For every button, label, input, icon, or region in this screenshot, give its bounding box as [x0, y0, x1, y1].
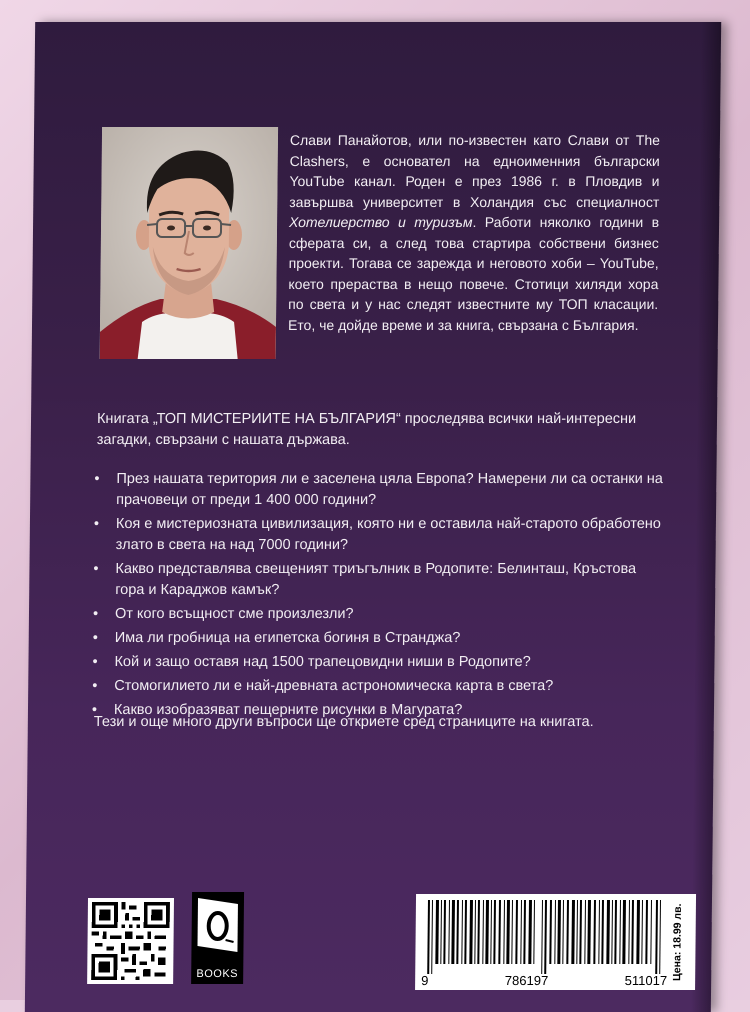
list-item: [87, 559, 667, 601]
bullet-icon: •: [93, 516, 100, 532]
bullet-icon: •: [92, 678, 98, 694]
barcode-digit-group: 786197: [504, 973, 549, 988]
author-photo: [100, 127, 278, 359]
question-text: Коя е мистериозната цивилизация, която ни е оставила най-старото обработено злато в света на над 7000 години?: [115, 516, 661, 553]
publisher-logo-icon: [191, 892, 244, 962]
list-item: [87, 628, 667, 649]
isbn-barcode: [415, 894, 696, 990]
book-back-cover: [25, 22, 721, 1012]
bullet-icon: •: [92, 630, 98, 646]
question-text: Какво представлява свещеният триъгълник в Родопите: Белинташ, Кръстова гора и Караджов камък?: [115, 561, 637, 598]
barcode-digit-group: 511017: [624, 973, 668, 988]
bio-text-part1: Слави Панайотов, или по-известен като Слави от The Clashers, е основател на едноименния български YouTube канал. Роден е през 1986 г. в Пловдив и завършва университет в Холандия със специалност: [289, 132, 661, 210]
author-photo-illustration: [100, 127, 278, 359]
bio-text-part2: . Работи няколко години в сферата си, а след това стартира собствени бизнес проекти. Тогава се зарежда и неговото хоби – YouTube, което прераства в нещо повече. Стотици хиляди хора по света и у нас следят известните му ТОП класации. Ето, че дойде време и за книга, свързана с България.: [287, 214, 660, 333]
price-label: Цена: 18.99 лв.: [671, 903, 684, 981]
bullet-icon: •: [93, 561, 99, 577]
qr-code-icon: [91, 902, 170, 980]
question-text: От кого всъщност сме произлезли?: [114, 606, 354, 622]
list-item: [86, 652, 666, 673]
book-intro: Книгата „ТОП МИСТЕРИИТЕ НА БЪЛГАРИЯ“ проследява всички най-интересни загадки, свързани с нашата държава.: [96, 411, 637, 448]
question-text: Има ли гробница на египетска богиня в Странджа?: [114, 630, 461, 646]
bullet-icon: •: [94, 471, 100, 487]
question-text: През нашата територия ли е заселена цяла Европа? Намерени ли са останки на прачовеци от преди 1 400 000 години?: [116, 471, 663, 508]
bullet-icon: •: [91, 702, 98, 718]
list-item: [86, 676, 666, 697]
list-item: [88, 514, 668, 556]
list-item: [88, 469, 668, 511]
barcode-digits: [421, 973, 667, 988]
publisher-logo: [191, 892, 244, 984]
bio-specialty: Хотелиерство и туризъм: [289, 214, 473, 230]
question-text: Кой и защо оставя над 1500 трапецовидни ниши в Родопите?: [114, 654, 531, 670]
publisher-logo-text: BOOKS: [196, 968, 239, 980]
list-item: [87, 604, 667, 625]
question-text: Какво изобразяват пещерните рисунки в Магурата?: [113, 702, 463, 718]
qr-code: [87, 898, 174, 984]
question-text: Стомогилието ли е най-древната астрономическа карта в света?: [114, 678, 554, 694]
book-outro: Тези и още много други въпроси ще откриете сред страниците на книгата.: [93, 714, 594, 730]
mystery-questions-list: [86, 469, 669, 724]
barcode-icon: [423, 900, 670, 974]
bullet-icon: •: [92, 606, 99, 622]
bullet-icon: •: [92, 654, 98, 670]
author-biography: [288, 130, 660, 335]
barcode-digit-group: 9: [421, 973, 429, 988]
